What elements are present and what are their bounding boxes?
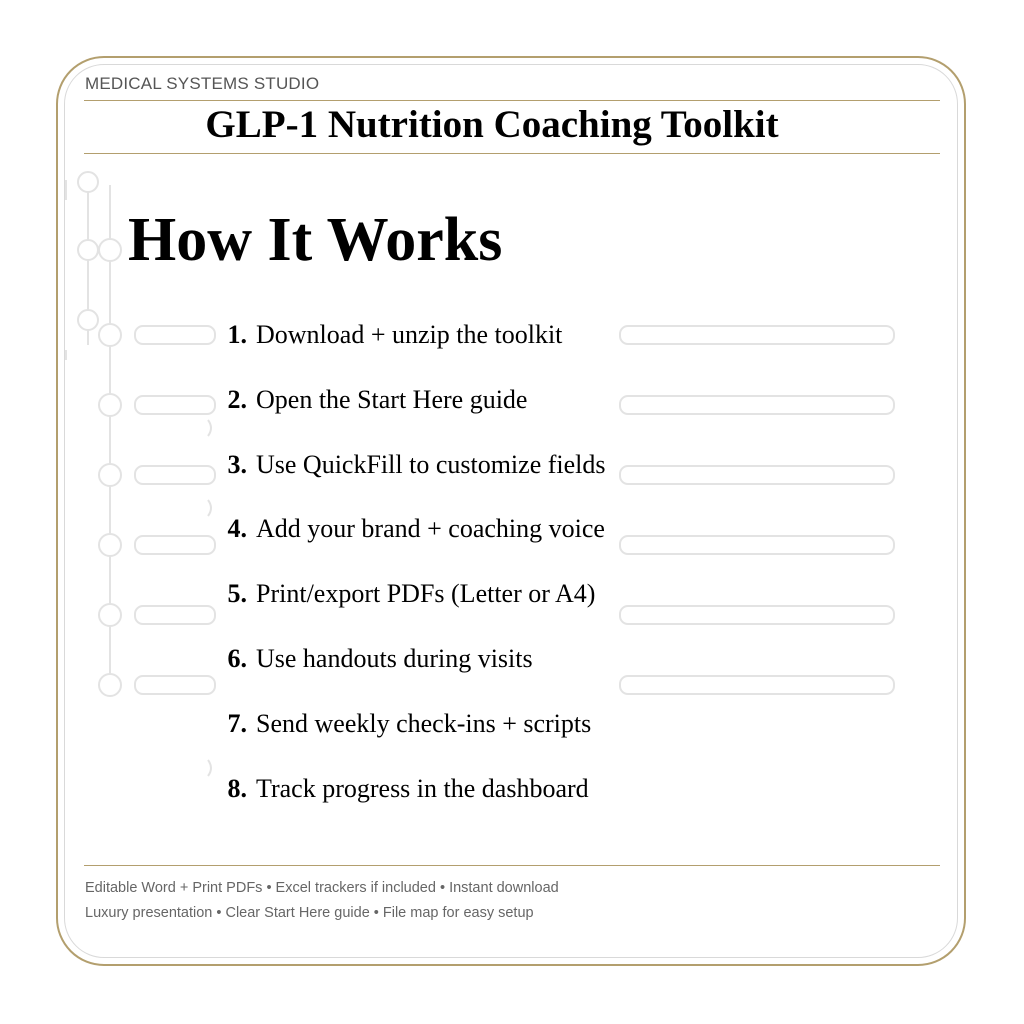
step-text: Track progress in the dashboard: [256, 773, 589, 803]
step-item-7: [208, 709, 606, 774]
page-title: GLP-1 Nutrition Coaching Toolkit: [205, 103, 779, 146]
step-number: 4.: [227, 514, 247, 544]
step-item-1: [208, 320, 606, 385]
step-number: 5.: [227, 579, 247, 609]
header-top-rule: [84, 100, 940, 101]
footer-features-line-1: Editable Word + Print PDFs • Excel trackers if included • Instant download: [85, 880, 559, 896]
step-text: Use QuickFill to customize fields: [256, 449, 606, 479]
step-item-2: [208, 385, 606, 450]
studio-name: MEDICAL SYSTEMS STUDIO: [85, 74, 320, 93]
step-text: Download + unzip the toolkit: [256, 320, 563, 349]
step-text: Open the Start Here guide: [256, 384, 528, 414]
step-number: 3.: [227, 449, 247, 479]
step-number: 7.: [227, 708, 247, 738]
step-text: Print/export PDFs (Letter or A4): [256, 579, 596, 609]
steps-list: [208, 320, 606, 838]
step-text: Send weekly check-ins + scripts: [256, 708, 592, 738]
header-bottom-rule: [84, 153, 940, 154]
footer-rule: [84, 865, 940, 866]
step-item-5: [208, 579, 606, 644]
step-item-6: [208, 644, 606, 709]
step-text: Use handouts during visits: [256, 643, 533, 673]
section-heading: How It Works: [128, 206, 503, 274]
step-text: Add your brand + coaching voice: [256, 514, 605, 544]
step-item-8: [208, 774, 606, 839]
step-number: 8.: [227, 773, 247, 803]
step-number: 6.: [227, 643, 247, 673]
step-number: 2.: [227, 384, 247, 414]
step-item-3: [208, 450, 606, 515]
footer-features-line-2: Luxury presentation • Clear Start Here guide • File map for easy setup: [85, 905, 534, 921]
step-item-4: [208, 514, 606, 579]
step-number: 1.: [227, 320, 247, 349]
